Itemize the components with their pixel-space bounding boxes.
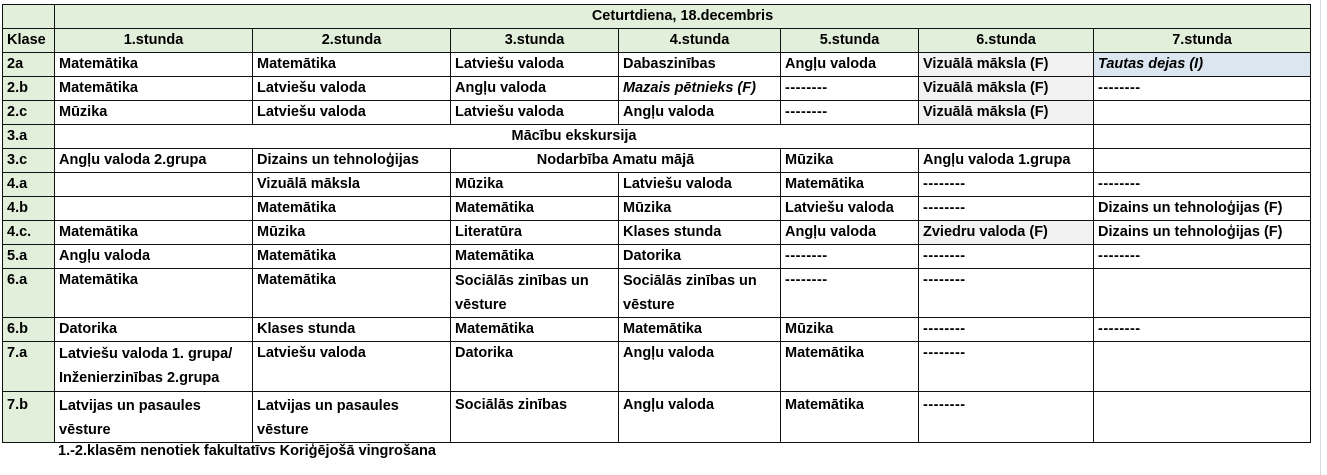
lesson-cell[interactable]: Dizains un tehnoloģijas (F) bbox=[1094, 221, 1311, 245]
row-2b bbox=[3, 77, 1311, 101]
lesson-cell[interactable]: Dabaszinības bbox=[619, 53, 781, 77]
lesson-cell[interactable]: Klases stunda bbox=[253, 318, 451, 342]
lesson-cell[interactable]: Mūzika bbox=[781, 149, 919, 173]
row-2c bbox=[3, 101, 1311, 125]
day-title[interactable]: Ceturtdiena, 18.decembris bbox=[55, 5, 1311, 29]
lesson-cell[interactable]: Datorika bbox=[451, 342, 619, 392]
header-lesson-5[interactable]: 5.stunda bbox=[781, 29, 919, 53]
lesson-cell[interactable]: Mūzika bbox=[253, 221, 451, 245]
lesson-cell[interactable]: -------- bbox=[919, 173, 1094, 197]
lesson-cell[interactable]: -------- bbox=[919, 342, 1094, 392]
class-cell[interactable]: 7.b bbox=[3, 392, 55, 443]
lesson-cell[interactable]: Datorika bbox=[619, 245, 781, 269]
lesson-cell[interactable]: Literatūra bbox=[451, 221, 619, 245]
class-cell[interactable]: 6.a bbox=[3, 269, 55, 318]
lesson-cell[interactable]: Latviešu valoda bbox=[253, 101, 451, 125]
lesson-cell[interactable]: Vizuālā māksla (F) bbox=[919, 53, 1094, 77]
lesson-cell[interactable]: Angļu valoda bbox=[781, 221, 919, 245]
lesson-cell[interactable]: Sociālās zinības un vēsture bbox=[451, 269, 619, 318]
lesson-cell[interactable]: Sociālās zinības un vēsture bbox=[619, 269, 781, 318]
lesson-cell[interactable] bbox=[1094, 342, 1311, 392]
lesson-cell[interactable]: Sociālās zinības bbox=[451, 392, 619, 443]
lesson-cell[interactable]: -------- bbox=[781, 77, 919, 101]
lesson-cell[interactable]: Vizuālā māksla (F) bbox=[919, 77, 1094, 101]
lesson-cell[interactable]: Mūzika bbox=[451, 173, 619, 197]
lesson-cell[interactable]: -------- bbox=[1094, 173, 1311, 197]
lesson-cell[interactable]: Latviešu valoda bbox=[451, 101, 619, 125]
lesson-cell[interactable]: -------- bbox=[919, 269, 1094, 318]
row-7a bbox=[3, 342, 1311, 392]
lesson-cell[interactable] bbox=[1094, 392, 1311, 443]
lesson-cell[interactable]: Matemātika bbox=[253, 197, 451, 221]
lesson-cell[interactable]: Dizains un tehnoloģijas (F) bbox=[1094, 197, 1311, 221]
lesson-cell[interactable] bbox=[1094, 125, 1311, 149]
lesson-cell[interactable]: Matemātika bbox=[55, 221, 253, 245]
row-4a bbox=[3, 173, 1311, 197]
lesson-cell[interactable]: Zviedru valoda (F) bbox=[919, 221, 1094, 245]
footnote[interactable]: 1.-2.klasēm nenotiek fakultatīvs Koriģējošā vingrošana bbox=[58, 443, 436, 459]
header-klase[interactable]: Klase bbox=[3, 29, 55, 53]
class-cell[interactable]: 3.a bbox=[3, 125, 55, 149]
header-row bbox=[3, 29, 1311, 53]
class-cell[interactable]: 4.b bbox=[3, 197, 55, 221]
row-4b bbox=[3, 197, 1311, 221]
lesson-cell[interactable]: Angļu valoda 2.grupa bbox=[55, 149, 253, 173]
lesson-cell[interactable]: Matemātika bbox=[253, 269, 451, 318]
merged-lesson-cell[interactable]: Mācību ekskursija bbox=[55, 125, 1094, 149]
header-lesson-3[interactable]: 3.stunda bbox=[451, 29, 619, 53]
lesson-cell[interactable]: Matemātika bbox=[55, 53, 253, 77]
row-4c bbox=[3, 221, 1311, 245]
lesson-cell[interactable]: Latvijas un pasaules vēsture bbox=[253, 392, 451, 443]
lesson-cell[interactable] bbox=[55, 173, 253, 197]
class-cell[interactable]: 2.c bbox=[3, 101, 55, 125]
header-lesson-1[interactable]: 1.stunda bbox=[55, 29, 253, 53]
header-lesson-7[interactable]: 7.stunda bbox=[1094, 29, 1311, 53]
lesson-cell[interactable]: Angļu valoda bbox=[619, 342, 781, 392]
lesson-cell[interactable]: -------- bbox=[1094, 245, 1311, 269]
lesson-cell[interactable]: Dizains un tehnoloģijas bbox=[253, 149, 451, 173]
header-lesson-6[interactable]: 6.stunda bbox=[919, 29, 1094, 53]
lesson-cell[interactable]: -------- bbox=[919, 245, 1094, 269]
lesson-cell[interactable] bbox=[1094, 269, 1311, 318]
lesson-cell[interactable]: Angļu valoda 1.grupa bbox=[919, 149, 1094, 173]
merged-lesson-cell[interactable]: Nodarbība Amatu mājā bbox=[451, 149, 781, 173]
lesson-cell[interactable]: Latviešu valoda bbox=[253, 77, 451, 101]
lesson-cell[interactable]: Latviešu valoda bbox=[451, 53, 619, 77]
schedule-table bbox=[2, 4, 1311, 443]
class-cell[interactable]: 2.b bbox=[3, 77, 55, 101]
lesson-cell[interactable]: Latviešu valoda bbox=[781, 197, 919, 221]
lesson-cell[interactable] bbox=[55, 197, 253, 221]
row-3a bbox=[3, 125, 1311, 149]
corner-cell[interactable] bbox=[3, 5, 55, 29]
header-lesson-2[interactable]: 2.stunda bbox=[253, 29, 451, 53]
lesson-cell[interactable]: Vizuālā māksla (F) bbox=[919, 101, 1094, 125]
row-5a bbox=[3, 245, 1311, 269]
lesson-cell[interactable]: Angļu valoda bbox=[55, 245, 253, 269]
class-cell[interactable]: 3.c bbox=[3, 149, 55, 173]
lesson-cell[interactable]: Matemātika bbox=[781, 392, 919, 443]
lesson-cell[interactable]: Matemātika bbox=[781, 173, 919, 197]
lesson-cell[interactable]: Matemātika bbox=[451, 318, 619, 342]
header-lesson-4[interactable]: 4.stunda bbox=[619, 29, 781, 53]
class-cell[interactable]: 6.b bbox=[3, 318, 55, 342]
lesson-cell[interactable]: -------- bbox=[781, 245, 919, 269]
lesson-cell[interactable] bbox=[1094, 101, 1311, 125]
class-cell[interactable]: 2a bbox=[3, 53, 55, 77]
lesson-cell[interactable]: Latvijas un pasaules vēsture bbox=[55, 392, 253, 443]
lesson-cell[interactable]: Angļu valoda bbox=[619, 392, 781, 443]
lesson-cell[interactable]: Latviešu valoda bbox=[253, 342, 451, 392]
lesson-cell[interactable]: Mazais pētnieks (F) bbox=[619, 77, 781, 101]
class-cell[interactable]: 4.a bbox=[3, 173, 55, 197]
lesson-cell[interactable]: -------- bbox=[781, 101, 919, 125]
lesson-cell[interactable]: Matemātika bbox=[451, 245, 619, 269]
lesson-cell[interactable]: Latviešu valoda bbox=[619, 173, 781, 197]
lesson-cell[interactable]: Matemātika bbox=[55, 269, 253, 318]
lesson-cell[interactable]: -------- bbox=[1094, 318, 1311, 342]
lesson-cell[interactable]: Matemātika bbox=[253, 245, 451, 269]
lesson-cell[interactable]: -------- bbox=[781, 269, 919, 318]
lesson-cell[interactable]: Vizuālā māksla bbox=[253, 173, 451, 197]
lesson-cell[interactable]: Latviešu valoda 1. grupa/ Inženierzinības 2.grupa bbox=[55, 342, 253, 392]
lesson-cell[interactable]: Matemātika bbox=[781, 342, 919, 392]
row-3c bbox=[3, 149, 1311, 173]
lesson-cell[interactable]: Klases stunda bbox=[619, 221, 781, 245]
row-6b bbox=[3, 318, 1311, 342]
lesson-cell[interactable]: Datorika bbox=[55, 318, 253, 342]
lesson-cell[interactable]: Angļu valoda bbox=[619, 101, 781, 125]
lesson-cell[interactable]: -------- bbox=[919, 318, 1094, 342]
sheet-gridline bbox=[1320, 0, 1321, 475]
row-6a bbox=[3, 269, 1311, 318]
class-cell[interactable]: 7.a bbox=[3, 342, 55, 392]
lesson-cell[interactable]: -------- bbox=[1094, 77, 1311, 101]
lesson-cell[interactable]: Mūzika bbox=[781, 318, 919, 342]
row-2a bbox=[3, 53, 1311, 77]
lesson-cell[interactable]: Matemātika bbox=[619, 318, 781, 342]
class-cell[interactable]: 5.a bbox=[3, 245, 55, 269]
lesson-cell[interactable]: Angļu valoda bbox=[781, 53, 919, 77]
row-7b bbox=[3, 392, 1311, 443]
lesson-cell[interactable]: Mūzika bbox=[619, 197, 781, 221]
lesson-cell[interactable]: -------- bbox=[919, 392, 1094, 443]
lesson-cell[interactable]: Tautas dejas (I) bbox=[1094, 53, 1311, 77]
lesson-cell[interactable]: Matemātika bbox=[253, 53, 451, 77]
lesson-cell[interactable]: Matemātika bbox=[55, 77, 253, 101]
class-cell[interactable]: 4.c. bbox=[3, 221, 55, 245]
lesson-cell[interactable]: Angļu valoda bbox=[451, 77, 619, 101]
lesson-cell[interactable]: -------- bbox=[919, 197, 1094, 221]
title-row bbox=[3, 5, 1311, 29]
lesson-cell[interactable]: Matemātika bbox=[451, 197, 619, 221]
lesson-cell[interactable]: Mūzika bbox=[55, 101, 253, 125]
lesson-cell[interactable] bbox=[1094, 149, 1311, 173]
